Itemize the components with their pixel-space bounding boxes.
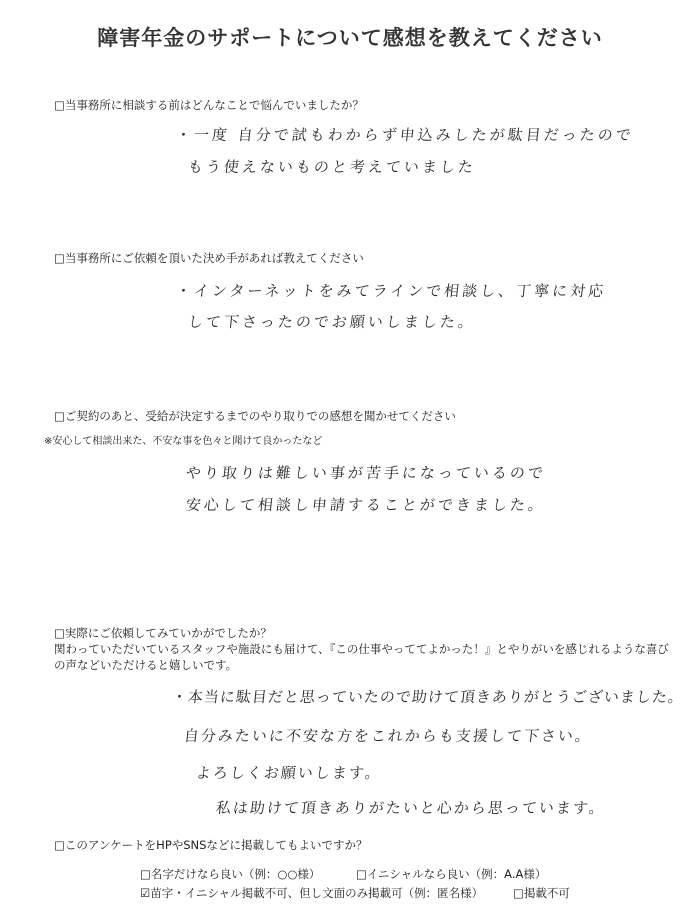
- question-3: □ご契約のあと、受給が決定するまでのやり取りでの感想を聞かせてください: [54, 409, 456, 423]
- question-4: □実際にご依頼してみていかがでしたか？: [54, 626, 272, 640]
- option-initials-only: □イニシャルなら良い（例：A.A様）: [356, 867, 547, 881]
- answer-1-line-2: もう使えないものと考えていました: [187, 158, 477, 176]
- option-anonymous-text-only: ☑苗字・イニシャル掲載不可、但し文面のみ掲載可（例：匿名様）: [140, 886, 484, 900]
- question-1: □当事務所に相談する前はどんなことで悩んでいましたか？: [54, 98, 364, 112]
- option-no-publish: □掲載不可: [513, 886, 570, 900]
- answer-4-line-2: 自分みたいに不安な方をこれからも支援して下さい。: [183, 727, 593, 745]
- answer-4-line-3: よろしくお願いします。: [195, 764, 383, 782]
- page-title: 障害年金のサポートについて感想を教えてください: [97, 26, 603, 50]
- answer-4-line-1: ・本当に駄目だと思っていたので助けて頂きありがとうございました。: [171, 688, 685, 706]
- option-surname-only: □名字だけなら良い（例：○○様）: [140, 867, 321, 881]
- answer-3-line-1: やり取りは難しい事が苦手になっているので: [185, 464, 547, 482]
- answer-3-line-2: 安心して相談し申請することができました。: [185, 496, 547, 514]
- question-3-note: ※安心して相談出来た、不安な事を色々と聞けて良かったなど: [44, 436, 323, 447]
- question-4-subtext: 関わっていただいているスタッフや施設にも届けて、『この仕事やっててよかった！』とやりがいを感じれるような喜びの声などいただけると嬉しいです。: [54, 642, 669, 672]
- question-2: □当事務所にご依頼を頂いた決め手があれば教えてください: [54, 251, 364, 265]
- answer-2-line-2: して下さったのでお願いしました。: [187, 313, 477, 331]
- answer-1-line-1: ・一度 自分で試もわからず申込みしたが駄目だったので: [175, 126, 635, 144]
- answer-4-line-4: 私は助けて頂きありがたいと心から思っています。: [215, 799, 607, 817]
- answer-2-line-1: ・インターネットをみてラインで相談し、丁寧に対応: [175, 282, 608, 300]
- question-5: □このアンケートをHPやSNSなどに掲載してもよいですか？: [54, 838, 368, 852]
